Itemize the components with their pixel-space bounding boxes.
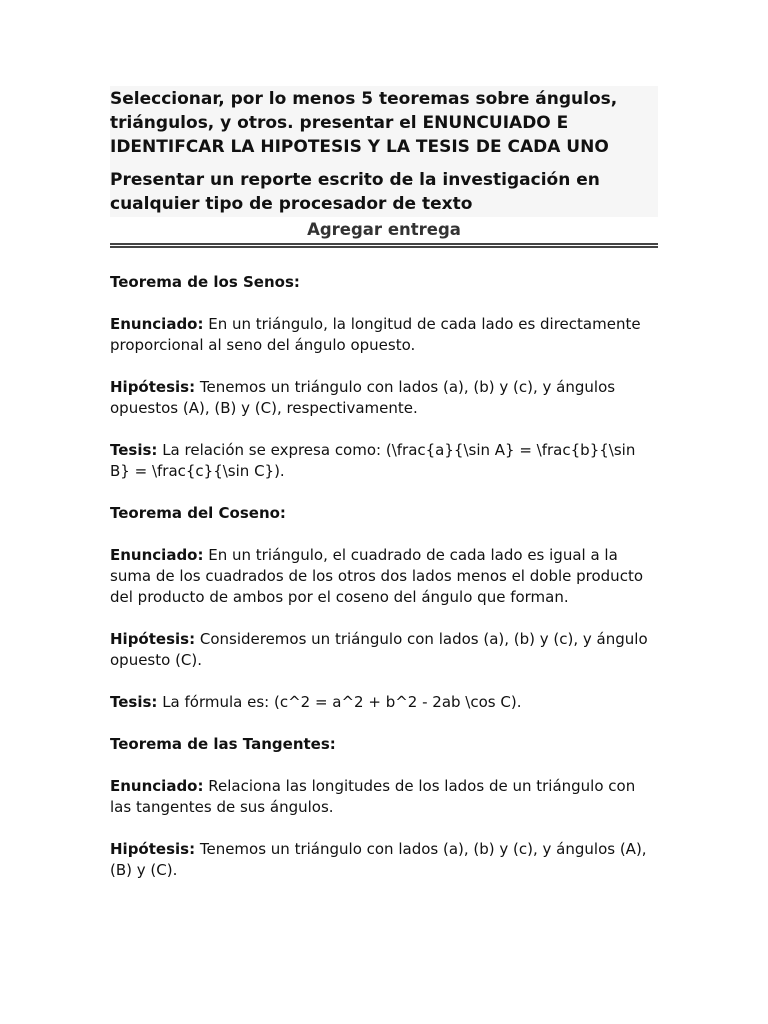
coseno-tesis: Tesis: La fórmula es: (c^2 = a^2 + b^2 - 2ab \cos C). bbox=[110, 693, 522, 711]
hipotesis-label: Hipótesis: bbox=[110, 378, 196, 396]
hipotesis-label: Hipótesis: bbox=[110, 630, 196, 648]
tesis-label: Tesis: bbox=[110, 693, 158, 711]
senos-hipotesis: Hipótesis: Tenemos un triángulo con lados (a), (b) y (c), y ángulos opuestos (A), (B) y (C), respectivamente. bbox=[110, 378, 616, 417]
senos-tesis: Tesis: La relación se expresa como: (\frac{a}{\sin A} = \frac{b}{\sin B} = \frac{c}{\sin C}). bbox=[110, 441, 636, 480]
coseno-hipotesis: Hipótesis: Consideremos un triángulo con lados (a), (b) y (c), y ángulo opuesto (C). bbox=[110, 630, 648, 669]
document-page bbox=[110, 86, 658, 902]
hipotesis-label: Hipótesis: bbox=[110, 840, 196, 858]
tesis-label: Tesis: bbox=[110, 441, 158, 459]
document-body bbox=[110, 272, 658, 881]
enunciado-label: Enunciado: bbox=[110, 315, 204, 333]
assignment-instructions bbox=[110, 86, 658, 217]
section-title-coseno: Teorema del Coseno: bbox=[110, 504, 286, 522]
section-title-tangentes: Teorema de las Tangentes: bbox=[110, 735, 336, 753]
tangentes-hipotesis: Hipótesis: Tenemos un triángulo con lados (a), (b) y (c), y ángulos (A), (B) y (C). bbox=[110, 840, 647, 879]
section-title-senos: Teorema de los Senos: bbox=[110, 273, 300, 291]
tangentes-enunciado: Enunciado: Relaciona las longitudes de los lados de un triángulo con las tangentes de sus ángulos. bbox=[110, 777, 636, 816]
add-submission-heading: Agregar entrega bbox=[307, 220, 461, 239]
enunciado-label: Enunciado: bbox=[110, 777, 204, 795]
assignment-instruction-2: Presentar un reporte escrito de la investigación en cualquier tipo de procesador de texto bbox=[110, 170, 600, 214]
senos-enunciado: Enunciado: En un triángulo, la longitud de cada lado es directamente proporcional al seno del ángulo opuesto. bbox=[110, 315, 641, 354]
double-divider bbox=[110, 243, 658, 248]
assignment-instruction-1: Seleccionar, por lo menos 5 teoremas sobre ángulos, triángulos, y otros. presentar el ENUNCUIADO E IDENTIFCAR LA HIPOTESIS Y LA TESIS DE CADA UNO bbox=[110, 89, 618, 157]
enunciado-label: Enunciado: bbox=[110, 546, 204, 564]
coseno-enunciado: Enunciado: En un triángulo, el cuadrado de cada lado es igual a la suma de los cuadrados de los otros dos lados menos el doble producto del producto de ambos por el coseno del ángulo que forman. bbox=[110, 546, 643, 606]
